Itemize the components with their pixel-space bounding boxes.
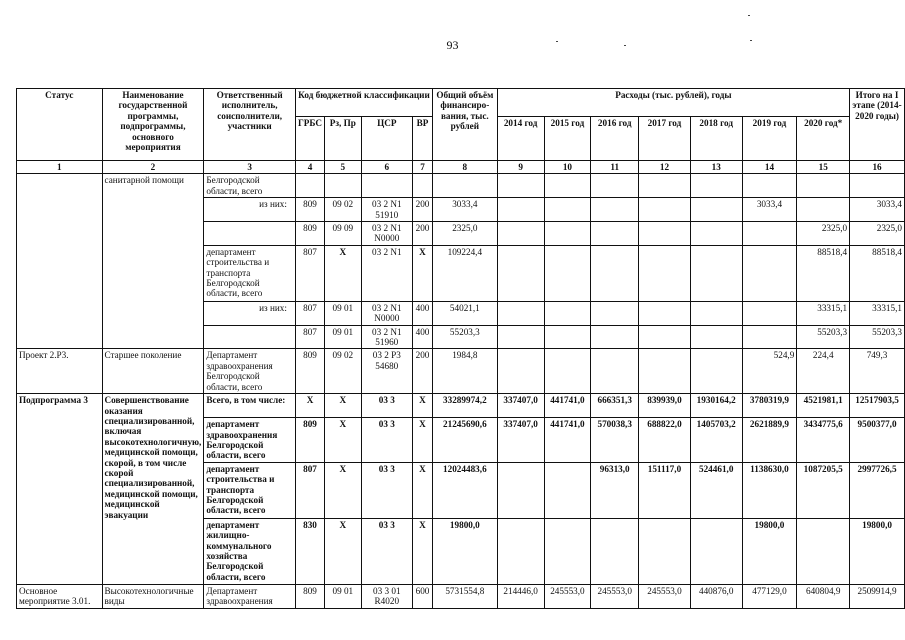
status-cell: Подпрограмма 3: [17, 394, 103, 585]
csr-cell: 03 3: [361, 418, 412, 463]
year-2016-cell: 96313,0: [591, 462, 639, 518]
grbs-cell: 807: [295, 245, 324, 301]
header-year-2017: 2017 год: [639, 117, 691, 161]
year-2018-cell: [690, 174, 742, 198]
year-2016-cell: [591, 198, 639, 222]
total-cell: 3033,4: [432, 198, 497, 222]
year-2015-cell: [544, 245, 591, 301]
stage-total-cell: 55203,3: [850, 325, 905, 349]
stage-total-cell: 33315,1: [850, 301, 905, 325]
year-2016-cell: [591, 349, 639, 394]
year-2014-cell: [497, 198, 544, 222]
year-2016-cell: [591, 301, 639, 325]
year-2016-cell: 245553,0: [591, 584, 639, 608]
year-2017-cell: [639, 349, 691, 394]
year-2020-cell: 1087205,5: [797, 462, 850, 518]
header-year-2018: 2018 год: [690, 117, 742, 161]
year-2020-cell: 640804,9: [797, 584, 850, 608]
header-stage-total: Итого на I этапе (2014-2020 годы): [850, 89, 905, 161]
year-2015-cell: [544, 174, 591, 198]
status-cell: Проект 2.Р3.: [17, 349, 103, 394]
year-2014-cell: [497, 325, 544, 349]
year-2016-cell: [591, 325, 639, 349]
column-number: 9: [497, 161, 544, 174]
table-row: [17, 174, 905, 198]
rz-pr-cell: 09 01: [325, 584, 362, 608]
year-2015-cell: [544, 301, 591, 325]
name-cell: Совершенствование оказания специализированной, включая высокотехнологичную, медицинской помощи, скорой, в том числе скорой специализированной, медицинской помощи, медицинской эвакуации: [102, 394, 204, 585]
stage-total-cell: 19800,0: [850, 518, 905, 584]
vr-cell: X: [413, 518, 433, 584]
rz-pr-cell: 09 02: [325, 198, 362, 222]
executor-cell: Белгородской области, всего: [204, 174, 296, 198]
vr-cell: X: [413, 394, 433, 418]
year-2020-cell: 55203,3: [797, 325, 850, 349]
year-2020-cell: 2325,0: [797, 222, 850, 246]
header-total-volume: Общий объём финансиро-вания, тыс. рублей: [432, 89, 497, 161]
column-number: 6: [361, 161, 412, 174]
header-expenses: Расходы (тыс. рублей), годы: [497, 89, 849, 117]
rz-pr-cell: 09 01: [325, 301, 362, 325]
csr-cell: 03 3: [361, 462, 412, 518]
csr-cell: 03 3 01 R4020: [361, 584, 412, 608]
year-2018-cell: [690, 301, 742, 325]
stage-total-cell: 88518,4: [850, 245, 905, 301]
total-cell: 1984,8: [432, 349, 497, 394]
year-2020-cell: [797, 198, 850, 222]
stage-total-cell: 3033,4: [850, 198, 905, 222]
executor-cell: из них:: [204, 198, 296, 222]
column-number: 13: [690, 161, 742, 174]
year-2016-cell: 666351,3: [591, 394, 639, 418]
executor-cell: департамент жилищно-коммунального хозяйства Белгородской области, всего: [204, 518, 296, 584]
header-year-2016: 2016 год: [591, 117, 639, 161]
column-number: 15: [797, 161, 850, 174]
year-2017-cell: 151117,0: [639, 462, 691, 518]
table-row: [17, 394, 905, 418]
header-year-2020: 2020 год*: [797, 117, 850, 161]
status-cell: [17, 174, 103, 349]
column-number: 3: [204, 161, 296, 174]
column-number: 14: [742, 161, 797, 174]
grbs-cell: 807: [295, 325, 324, 349]
year-2015-cell: 441741,0: [544, 418, 591, 463]
year-2019-cell: 3033,4: [742, 198, 797, 222]
year-2020-cell: 88518,4: [797, 245, 850, 301]
year-2016-cell: [591, 174, 639, 198]
column-number: 4: [295, 161, 324, 174]
stage-total-cell: 749,3: [850, 349, 905, 394]
year-2014-cell: 337407,0: [497, 394, 544, 418]
vr-cell: X: [413, 245, 433, 301]
header-csr: ЦСР: [361, 117, 412, 161]
grbs-cell: 809: [295, 584, 324, 608]
column-number: 7: [413, 161, 433, 174]
column-number: 8: [432, 161, 497, 174]
vr-cell: 200: [413, 349, 433, 394]
rz-pr-cell: X: [325, 462, 362, 518]
year-2016-cell: [591, 222, 639, 246]
vr-cell: 400: [413, 301, 433, 325]
scan-speck: [748, 15, 750, 16]
year-2019-cell: [742, 174, 797, 198]
year-2015-cell: [544, 198, 591, 222]
year-2015-cell: [544, 349, 591, 394]
header-year-2014: 2014 год: [497, 117, 544, 161]
column-number: 2: [102, 161, 204, 174]
header-budget-code: Код бюджетной классификации: [295, 89, 432, 117]
column-number: 1: [17, 161, 103, 174]
year-2020-cell: 33315,1: [797, 301, 850, 325]
grbs-cell: 807: [295, 301, 324, 325]
year-2019-cell: 1138630,0: [742, 462, 797, 518]
grbs-cell: 809: [295, 418, 324, 463]
year-2018-cell: 1405703,2: [690, 418, 742, 463]
year-2018-cell: [690, 349, 742, 394]
name-cell: Старшее поколение: [102, 349, 204, 394]
name-cell: Высокотехнологичные виды: [102, 584, 204, 608]
vr-cell: X: [413, 418, 433, 463]
year-2018-cell: [690, 222, 742, 246]
header-year-2019: 2019 год: [742, 117, 797, 161]
year-2020-cell: [797, 518, 850, 584]
year-2014-cell: [497, 518, 544, 584]
year-2016-cell: [591, 245, 639, 301]
executor-cell: департамент строительства и транспорта Белгородской области, всего: [204, 245, 296, 301]
year-2016-cell: [591, 518, 639, 584]
total-cell: [432, 174, 497, 198]
csr-cell: 03 2 N1 51960: [361, 325, 412, 349]
year-2017-cell: 245553,0: [639, 584, 691, 608]
header-vr: ВР: [413, 117, 433, 161]
vr-cell: 600: [413, 584, 433, 608]
header-year-2015: 2015 год: [544, 117, 591, 161]
total-cell: 33289974,2: [432, 394, 497, 418]
grbs-cell: 830: [295, 518, 324, 584]
rz-pr-cell: X: [325, 245, 362, 301]
total-cell: 12024483,6: [432, 462, 497, 518]
year-2018-cell: [690, 245, 742, 301]
year-2017-cell: [639, 518, 691, 584]
year-2018-cell: [690, 518, 742, 584]
header-name: Наименование государственной программы, подпрограммы, основного мероприятия: [102, 89, 204, 161]
vr-cell: X: [413, 462, 433, 518]
rz-pr-cell: X: [325, 518, 362, 584]
table-row: [17, 584, 905, 608]
year-2017-cell: [639, 301, 691, 325]
year-2014-cell: [497, 174, 544, 198]
page-number: 93: [446, 38, 459, 52]
year-2020-cell: 3434775,6: [797, 418, 850, 463]
executor-cell: департамент строительства и транспорта Белгородской области, всего: [204, 462, 296, 518]
csr-cell: 03 2 N1 51910: [361, 198, 412, 222]
total-cell: 55203,3: [432, 325, 497, 349]
year-2019-cell: [742, 301, 797, 325]
year-2019-cell: 19800,0: [742, 518, 797, 584]
total-cell: 5731554,8: [432, 584, 497, 608]
year-2014-cell: 214446,0: [497, 584, 544, 608]
grbs-cell: 807: [295, 462, 324, 518]
year-2015-cell: 441741,0: [544, 394, 591, 418]
year-2018-cell: 524461,0: [690, 462, 742, 518]
rz-pr-cell: 09 01: [325, 325, 362, 349]
column-number: 12: [639, 161, 691, 174]
total-cell: 21245690,6: [432, 418, 497, 463]
column-number-row: [17, 161, 905, 174]
csr-cell: 03 2 Р3 54680: [361, 349, 412, 394]
year-2018-cell: 1930164,2: [690, 394, 742, 418]
year-2020-cell: 4521981,1: [797, 394, 850, 418]
vr-cell: 200: [413, 198, 433, 222]
year-2019-cell: 3780319,9: [742, 394, 797, 418]
scan-speck: [750, 40, 752, 41]
executor-cell: из них:: [204, 301, 296, 325]
header-grbs: ГРБС: [295, 117, 324, 161]
stage-total-cell: 2997726,5: [850, 462, 905, 518]
year-2019-cell: [742, 325, 797, 349]
rz-pr-cell: [325, 174, 362, 198]
header-rz-pr: Рз, Пр: [325, 117, 362, 161]
header-status: Статус: [17, 89, 103, 161]
stage-total-cell: 2509914,9: [850, 584, 905, 608]
executor-cell: Всего, в том числе:: [204, 394, 296, 418]
year-2017-cell: [639, 325, 691, 349]
total-cell: 54021,1: [432, 301, 497, 325]
year-2015-cell: 245553,0: [544, 584, 591, 608]
rz-pr-cell: 09 02: [325, 349, 362, 394]
year-2015-cell: [544, 462, 591, 518]
csr-cell: 03 3: [361, 518, 412, 584]
year-2019-cell: 477129,0: [742, 584, 797, 608]
grbs-cell: 809: [295, 222, 324, 246]
executor-cell: департамент здравоохранения Белгородской области, всего: [204, 418, 296, 463]
year-2014-cell: [497, 222, 544, 246]
executor-cell: Департамент здравоохранения Белгородской области, всего: [204, 349, 296, 394]
rz-pr-cell: 09 09: [325, 222, 362, 246]
scan-speck: [556, 41, 558, 42]
year-2017-cell: [639, 198, 691, 222]
grbs-cell: 809: [295, 349, 324, 394]
csr-cell: 03 2 N1 N0000: [361, 222, 412, 246]
column-number: 11: [591, 161, 639, 174]
header-executor: Ответственный исполнитель, соисполнители, участники: [204, 89, 296, 161]
year-2015-cell: [544, 325, 591, 349]
year-2019-cell: 524,9: [742, 349, 797, 394]
year-2020-cell: [797, 174, 850, 198]
budget-table: [16, 88, 905, 609]
year-2017-cell: [639, 174, 691, 198]
total-cell: 109224,4: [432, 245, 497, 301]
year-2014-cell: [497, 301, 544, 325]
csr-cell: 03 3: [361, 394, 412, 418]
csr-cell: [361, 174, 412, 198]
rz-pr-cell: X: [325, 394, 362, 418]
year-2018-cell: [690, 325, 742, 349]
year-2018-cell: 440876,0: [690, 584, 742, 608]
scan-speck: [624, 45, 626, 46]
year-2019-cell: [742, 222, 797, 246]
stage-total-cell: 2325,0: [850, 222, 905, 246]
name-cell: санитарной помощи: [102, 174, 204, 349]
year-2016-cell: 570038,3: [591, 418, 639, 463]
column-number: 16: [850, 161, 905, 174]
grbs-cell: X: [295, 394, 324, 418]
column-number: 10: [544, 161, 591, 174]
grbs-cell: 809: [295, 198, 324, 222]
year-2019-cell: 2621889,9: [742, 418, 797, 463]
column-number: 5: [325, 161, 362, 174]
csr-cell: 03 2 N1 N0000: [361, 301, 412, 325]
vr-cell: 400: [413, 325, 433, 349]
grbs-cell: [295, 174, 324, 198]
csr-cell: 03 2 N1: [361, 245, 412, 301]
vr-cell: [413, 174, 433, 198]
total-cell: 2325,0: [432, 222, 497, 246]
rz-pr-cell: X: [325, 418, 362, 463]
stage-total-cell: [850, 174, 905, 198]
year-2014-cell: [497, 349, 544, 394]
status-cell: Основное мероприятие 3.01.: [17, 584, 103, 608]
year-2014-cell: 337407,0: [497, 418, 544, 463]
executor-cell: [204, 222, 296, 246]
year-2020-cell: 224,4: [797, 349, 850, 394]
stage-total-cell: 12517903,5: [850, 394, 905, 418]
executor-cell: Департамент здравоохранения: [204, 584, 296, 608]
executor-cell: [204, 325, 296, 349]
year-2014-cell: [497, 462, 544, 518]
year-2017-cell: [639, 222, 691, 246]
year-2017-cell: [639, 245, 691, 301]
year-2018-cell: [690, 198, 742, 222]
year-2015-cell: [544, 518, 591, 584]
year-2017-cell: 688822,0: [639, 418, 691, 463]
year-2019-cell: [742, 245, 797, 301]
stage-total-cell: 9500377,0: [850, 418, 905, 463]
vr-cell: 200: [413, 222, 433, 246]
total-cell: 19800,0: [432, 518, 497, 584]
year-2015-cell: [544, 222, 591, 246]
year-2014-cell: [497, 245, 544, 301]
table-row: [17, 349, 905, 394]
year-2017-cell: 839939,0: [639, 394, 691, 418]
